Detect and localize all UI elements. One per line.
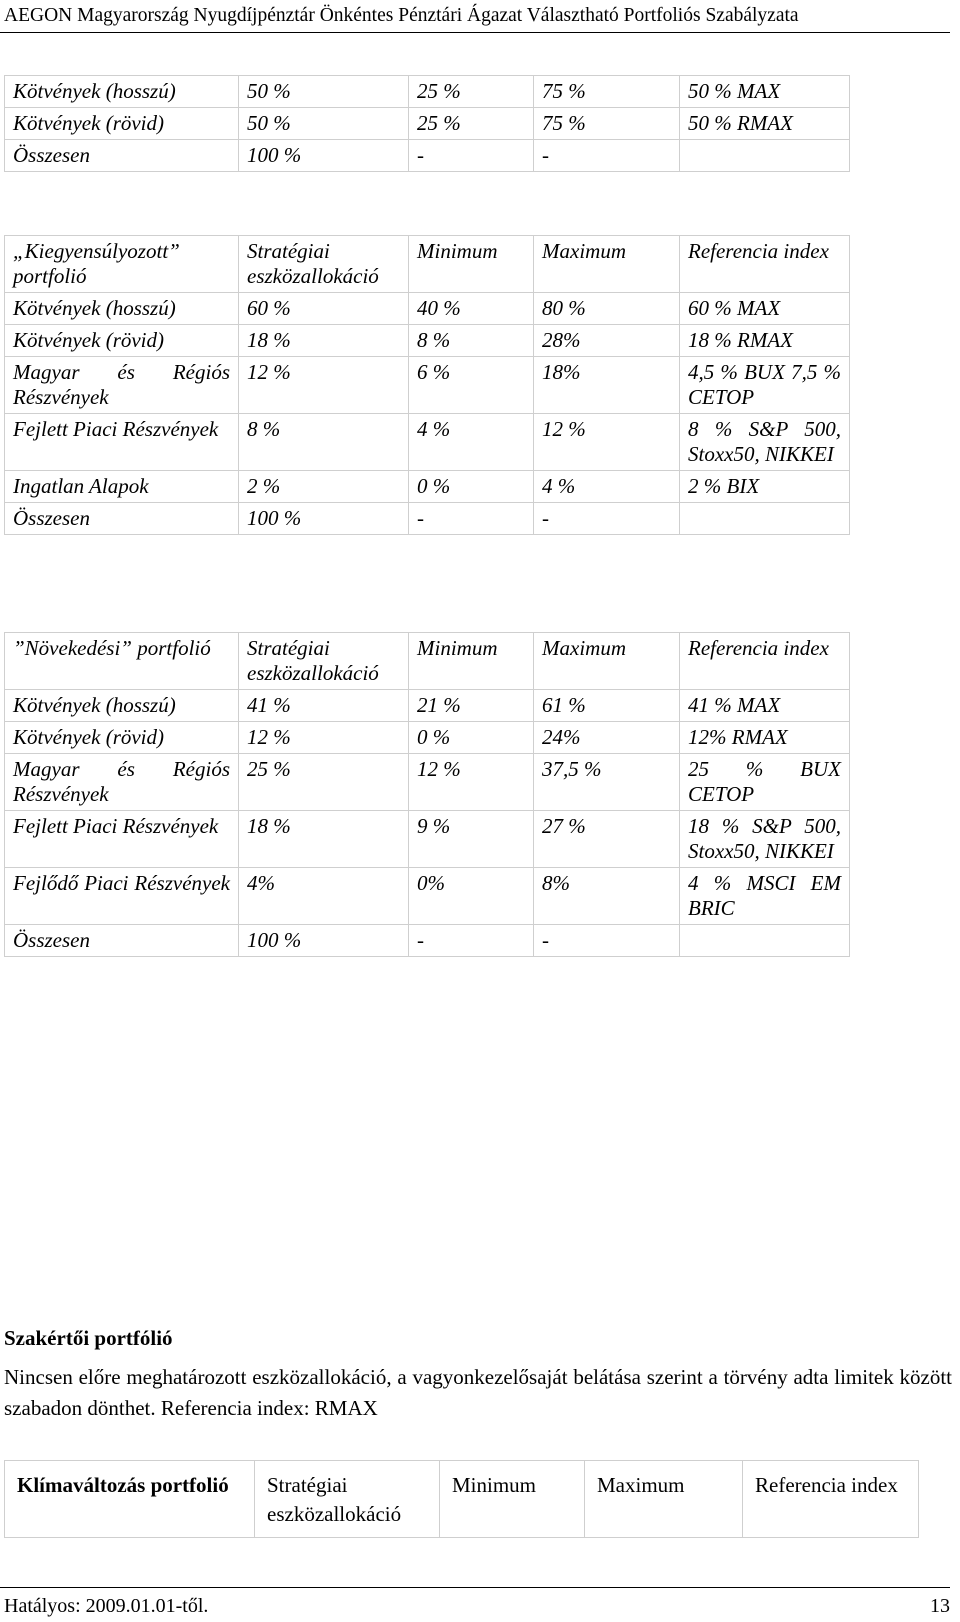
asset-class-cell: Kötvények (hosszú) bbox=[5, 293, 239, 325]
maximum-header: Maximum bbox=[534, 236, 680, 293]
strategic-cell: 18 % bbox=[239, 325, 409, 357]
minimum-cell: 0 % bbox=[409, 722, 534, 754]
asset-class-cell: Kötvények (rövid) bbox=[5, 108, 239, 140]
reference-cell: 18 % S&P 500, Stoxx50, NIKKEI bbox=[680, 811, 850, 868]
climate-portfolio-table bbox=[4, 1460, 919, 1538]
maximum-cell: 27 % bbox=[534, 811, 680, 868]
minimum-cell: 0 % bbox=[409, 471, 534, 503]
strategic-cell: 8 % bbox=[239, 414, 409, 471]
strategic-header: Stratégiai eszközallokáció bbox=[239, 236, 409, 293]
expert-portfolio-text: Nincsen előre meghatározott eszközallokáció, a vagyonkezelősaját belátása szerint a törvény adta limitek között szabadon dönthet. Referencia index: RMAX bbox=[4, 1365, 952, 1420]
minimum-cell: - bbox=[409, 140, 534, 172]
reference-cell bbox=[680, 925, 850, 957]
strategic-cell: 12 % bbox=[239, 722, 409, 754]
table-row bbox=[5, 868, 850, 925]
asset-class-cell: Fejlett Piaci Részvények bbox=[5, 811, 239, 868]
maximum-cell: 4 % bbox=[534, 471, 680, 503]
growth-portfolio-table bbox=[4, 632, 850, 957]
expert-portfolio-title: Szakértői portfólió bbox=[4, 1326, 173, 1350]
minimum-cell: 25 % bbox=[409, 108, 534, 140]
table-header-row bbox=[5, 633, 850, 690]
page-header-title: AEGON Magyarország Nyugdíjpénztár Önkéntes Pénztári Ágazat Választható Portfoliós Szabályzata bbox=[4, 5, 799, 26]
minimum-cell: 40 % bbox=[409, 293, 534, 325]
maximum-cell: - bbox=[534, 503, 680, 535]
table-row-total bbox=[5, 140, 850, 172]
maximum-cell: 80 % bbox=[534, 293, 680, 325]
strategic-cell: 41 % bbox=[239, 690, 409, 722]
strategic-cell: 100 % bbox=[239, 140, 409, 172]
minimum-cell: 0% bbox=[409, 868, 534, 925]
minimum-cell: - bbox=[409, 503, 534, 535]
table-row bbox=[5, 722, 850, 754]
minimum-cell: 4 % bbox=[409, 414, 534, 471]
strategic-cell: 60 % bbox=[239, 293, 409, 325]
asset-class-cell: Magyar és Régiós Részvények bbox=[5, 357, 239, 414]
asset-class-cell: Összesen bbox=[5, 925, 239, 957]
reference-cell: 18 % RMAX bbox=[680, 325, 850, 357]
reference-cell: 12% RMAX bbox=[680, 722, 850, 754]
maximum-cell: 75 % bbox=[534, 108, 680, 140]
strategic-header: Stratégiai eszközallokáció bbox=[239, 633, 409, 690]
maximum-cell: 61 % bbox=[534, 690, 680, 722]
table-row bbox=[5, 414, 850, 471]
table-row bbox=[5, 76, 850, 108]
portfolio-name-header: Klímaváltozás portfolió bbox=[5, 1461, 255, 1538]
maximum-cell: - bbox=[534, 140, 680, 172]
asset-class-cell: Kötvények (hosszú) bbox=[5, 690, 239, 722]
asset-class-cell: Kötvények (rövid) bbox=[5, 325, 239, 357]
reference-cell bbox=[680, 503, 850, 535]
portfolio-name-header: „Kiegyensúlyozott” portfolió bbox=[5, 236, 239, 293]
maximum-cell: 8% bbox=[534, 868, 680, 925]
maximum-cell: 28% bbox=[534, 325, 680, 357]
reference-cell: 4,5 % BUX 7,5 % CETOP bbox=[680, 357, 850, 414]
strategic-cell: 18 % bbox=[239, 811, 409, 868]
minimum-cell: 9 % bbox=[409, 811, 534, 868]
minimum-header: Minimum bbox=[440, 1461, 585, 1538]
table-row-total bbox=[5, 925, 850, 957]
maximum-header: Maximum bbox=[585, 1461, 743, 1538]
portfolio-name-header: ”Növekedési” portfolió bbox=[5, 633, 239, 690]
reference-header: Referencia index bbox=[680, 633, 850, 690]
balanced-portfolio-table bbox=[4, 235, 850, 535]
reference-cell: 4 % MSCI EM BRIC bbox=[680, 868, 850, 925]
table-row bbox=[5, 325, 850, 357]
asset-class-cell: Magyar és Régiós Részvények bbox=[5, 754, 239, 811]
strategic-cell: 50 % bbox=[239, 108, 409, 140]
footer-rule bbox=[0, 1587, 950, 1588]
table-row-total bbox=[5, 503, 850, 535]
reference-header: Referencia index bbox=[743, 1461, 919, 1538]
strategic-cell: 2 % bbox=[239, 471, 409, 503]
minimum-cell: 8 % bbox=[409, 325, 534, 357]
minimum-cell: 25 % bbox=[409, 76, 534, 108]
table-header-row bbox=[5, 1461, 919, 1538]
table-row bbox=[5, 471, 850, 503]
strategic-cell: 100 % bbox=[239, 925, 409, 957]
maximum-cell: 75 % bbox=[534, 76, 680, 108]
asset-class-cell: Kötvények (rövid) bbox=[5, 722, 239, 754]
table-row bbox=[5, 108, 850, 140]
reference-cell: 60 % MAX bbox=[680, 293, 850, 325]
header-rule bbox=[0, 32, 950, 33]
expert-portfolio-section bbox=[4, 1323, 952, 1424]
asset-class-cell: Fejlődő Piaci Részvények bbox=[5, 868, 239, 925]
asset-class-cell: Ingatlan Alapok bbox=[5, 471, 239, 503]
asset-class-cell: Fejlett Piaci Részvények bbox=[5, 414, 239, 471]
minimum-cell: 6 % bbox=[409, 357, 534, 414]
minimum-header: Minimum bbox=[409, 633, 534, 690]
strategic-cell: 12 % bbox=[239, 357, 409, 414]
reference-cell: 8 % S&P 500, Stoxx50, NIKKEI bbox=[680, 414, 850, 471]
allocation-table-continued bbox=[4, 75, 850, 172]
table-row bbox=[5, 293, 850, 325]
minimum-header: Minimum bbox=[409, 236, 534, 293]
reference-header: Referencia index bbox=[680, 236, 850, 293]
strategic-cell: 100 % bbox=[239, 503, 409, 535]
page-number: 13 bbox=[930, 1595, 950, 1617]
reference-cell: 41 % MAX bbox=[680, 690, 850, 722]
maximum-cell: 37,5 % bbox=[534, 754, 680, 811]
table-row bbox=[5, 357, 850, 414]
effective-date: Hatályos: 2009.01.01-től. bbox=[4, 1595, 209, 1617]
strategic-cell: 50 % bbox=[239, 76, 409, 108]
strategic-cell: 4% bbox=[239, 868, 409, 925]
maximum-cell: 24% bbox=[534, 722, 680, 754]
table-row bbox=[5, 811, 850, 868]
table-row bbox=[5, 754, 850, 811]
minimum-cell: 21 % bbox=[409, 690, 534, 722]
asset-class-cell: Összesen bbox=[5, 140, 239, 172]
table-header-row bbox=[5, 236, 850, 293]
maximum-cell: 12 % bbox=[534, 414, 680, 471]
strategic-header: Stratégiai eszközallokáció bbox=[255, 1461, 440, 1538]
minimum-cell: 12 % bbox=[409, 754, 534, 811]
table-row bbox=[5, 690, 850, 722]
minimum-cell: - bbox=[409, 925, 534, 957]
maximum-cell: - bbox=[534, 925, 680, 957]
reference-cell: 25 % BUX CETOP bbox=[680, 754, 850, 811]
maximum-cell: 18% bbox=[534, 357, 680, 414]
asset-class-cell: Összesen bbox=[5, 503, 239, 535]
reference-cell: 50 % MAX bbox=[680, 76, 850, 108]
maximum-header: Maximum bbox=[534, 633, 680, 690]
reference-cell bbox=[680, 140, 850, 172]
asset-class-cell: Kötvények (hosszú) bbox=[5, 76, 239, 108]
strategic-cell: 25 % bbox=[239, 754, 409, 811]
reference-cell: 2 % BIX bbox=[680, 471, 850, 503]
reference-cell: 50 % RMAX bbox=[680, 108, 850, 140]
